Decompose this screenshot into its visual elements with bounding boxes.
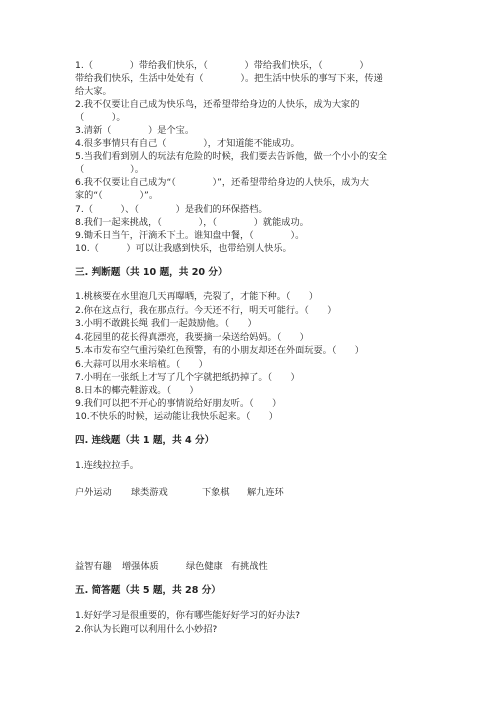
judge-item-6: 6.大蒜可以用水来培植。（ ）	[75, 359, 208, 370]
judge-item-2: 2.你在这点行，我在那点行。今天还不行，明天可能行。（ ）	[75, 305, 337, 316]
short-answer-2: 2.你认为长跑可以利用什么小妙招?	[75, 624, 218, 635]
match-top-label-4: 解九连环	[247, 487, 284, 498]
judge-item-9: 9.我们可以把不开心的事情说给好朋友听。（ ）	[75, 398, 282, 409]
judge-item-1: 1.桃核要在水里泡几天再曝晒，壳裂了，才能下种。（ ）	[75, 291, 319, 302]
fill-item-1-line1: 1.（ ）带给我们快乐，（ ）带给我们快乐，（ ）	[75, 60, 369, 71]
judge-item-4: 4.花园里的花长得真漂亮，我要摘一朵送给妈妈。（ ）	[75, 332, 309, 343]
fill-item-8: 8.我们一起来挑战，（ ），（ ）就能成功。	[75, 217, 309, 228]
judge-item-10: 10.不快乐的时候，运动能让我快乐起来。（ ）	[75, 411, 278, 422]
match-bottom-label-2: 增强体质	[122, 561, 159, 572]
fill-item-6-line1: 6.我不仅要让自己成为“（ ）”，还希望带给身边的人快乐，成为大	[75, 177, 369, 188]
fill-item-1-line2: 带给我们快乐，生活中处处有（ ）。把生活中快乐的事写下来，传递	[75, 73, 383, 84]
section-4-title: 四. 连线题（共 1 题，共 4 分）	[75, 435, 215, 446]
section-5-title: 五. 简答题（共 5 题，共 28 分）	[75, 585, 221, 596]
match-bottom-label-3: 绿色健康	[186, 561, 223, 572]
judge-item-5: 5.本市发布空气重污染红色预警，有的小朋友却还在外面玩耍。（ ）	[75, 345, 364, 356]
fill-item-9: 9.锄禾日当午，汗滴禾下土。谁知盘中餐，（ ）。	[75, 230, 305, 241]
fill-item-5-line1: 5.当我们看到别人的玩法有危险的时候，我们要去告诉他，做一个小小的安全	[75, 151, 387, 162]
fill-item-1-line3: 给大家。	[75, 86, 112, 97]
match-bottom-label-1: 益智有趣	[75, 561, 112, 572]
match-top-label-1: 户外运动	[75, 487, 112, 498]
judge-item-8: 8.日本的椰壳鞋游戏。（ ）	[75, 385, 199, 396]
fill-item-2-line2: （ ）。	[75, 112, 126, 123]
match-bottom-label-4: 有挑战性	[231, 561, 268, 572]
fill-item-4: 4.很多事情只有自己（ ），才知道能不能成功。	[75, 138, 300, 149]
fill-item-6-line2: 家的“（ ）”。	[75, 190, 159, 201]
fill-item-2-line1: 2.我不仅要让自己成为快乐鸟，还希望带给身边的人快乐，成为大家的	[75, 99, 360, 110]
fill-item-3: 3.清新（ ）是个宝。	[75, 125, 195, 136]
judge-item-7: 7.小明在一张纸上才写了几个字就把纸扔掉了。（ ）	[75, 372, 300, 383]
fill-item-5-line2: （ ）。	[75, 164, 144, 175]
fill-item-7: 7.（ ）、（ ）是我们的环保搭档。	[75, 204, 268, 215]
match-top-label-3: 下象棋	[202, 487, 230, 498]
match-question: 1.连线拉拉手。	[75, 460, 139, 471]
short-answer-1: 1.好好学习是很重要的，你有哪些能好好学习的好办法?	[75, 610, 300, 621]
judge-item-3: 3.小明不敢跳长绳 我们一起鼓励他。（ ）	[75, 318, 257, 329]
section-3-title: 三. 判断题（共 10 题，共 20 分）	[75, 267, 228, 278]
match-top-label-2: 球类游戏	[131, 487, 168, 498]
fill-item-10: 10.（ ）可以让我感到快乐，也带给别人快乐。	[75, 243, 292, 254]
